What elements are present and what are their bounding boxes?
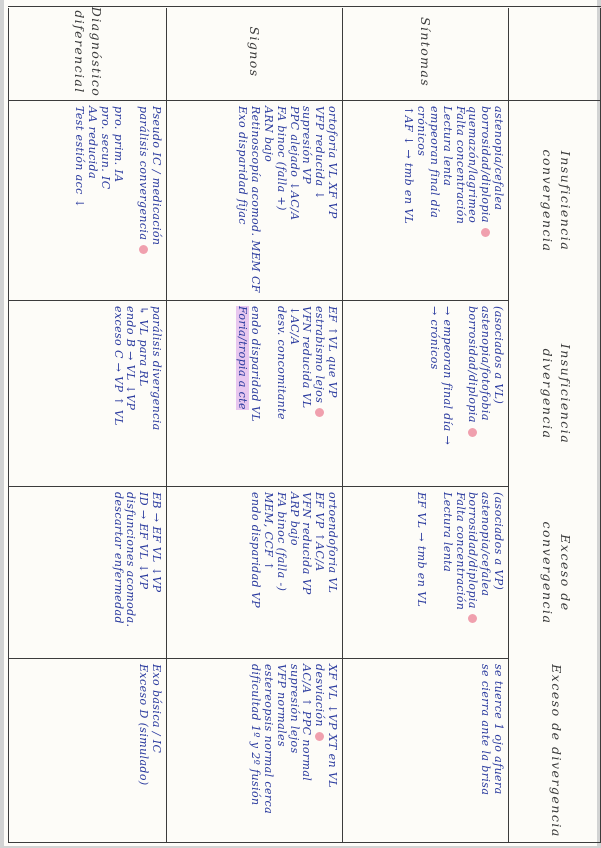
cell-line: borrosidad/diplopia bbox=[466, 492, 480, 609]
paper-sheet bbox=[4, 0, 597, 846]
cell-line: parálisis divergencia bbox=[150, 306, 163, 431]
table-border-right bbox=[8, 842, 601, 843]
cell-line: pro. prim. IA bbox=[111, 106, 125, 183]
cell-line: endo disparidad VP bbox=[249, 492, 263, 609]
cell-line: AC/A ↑ PPC normal bbox=[300, 664, 314, 782]
cell-line: se tuerce 1 ojo afuera bbox=[492, 664, 505, 795]
cell-line: (asociados a VL) bbox=[492, 306, 505, 405]
cell-line: ARP bajo bbox=[287, 492, 301, 546]
cell-line: borrosidad/diplopia bbox=[466, 306, 480, 423]
cell-line: astenopia/cefalea bbox=[492, 106, 505, 211]
header-insuficiencia-divergencia: Insuficiencia divergencia bbox=[540, 343, 573, 445]
cell-signos-id bbox=[167, 302, 341, 486]
cell-line: crónicos bbox=[415, 106, 429, 157]
cell-line: astenopia/fotofobia bbox=[479, 306, 493, 421]
cell-line: desviación bbox=[313, 664, 327, 727]
cell-line: Exo disparidad fijac bbox=[236, 106, 250, 225]
rotated-table bbox=[4, 0, 601, 848]
cell-line: ↓AC/A bbox=[287, 306, 301, 346]
row-label-signos: Signos bbox=[247, 26, 263, 78]
cell-line: Test estión acc ↓ bbox=[73, 106, 87, 209]
cell-line: empeoran final día bbox=[428, 106, 442, 219]
cell-line: supresión lejos bbox=[287, 664, 301, 754]
cell-sintomas-ed bbox=[343, 660, 507, 842]
cell-line: Exo básica / IC bbox=[150, 664, 163, 754]
highlighted-text: Foria/tropia a cte bbox=[236, 306, 250, 410]
cell-line: VFP normales bbox=[274, 664, 288, 747]
cell-line: estereopsis normal cerca bbox=[262, 664, 276, 815]
cell-sintomas-id bbox=[343, 302, 507, 486]
cell-line: Falta concentración bbox=[453, 492, 467, 611]
cell-signos-ic bbox=[167, 102, 341, 300]
cell-line: exceso C → VP ↑ VL bbox=[111, 306, 125, 426]
cell-line: FA binoc (falla -) bbox=[274, 492, 288, 592]
cell-line: parálisis convergencia bbox=[137, 106, 151, 241]
cell-line: Retinoscopía acomod. MEM CF bbox=[249, 106, 263, 293]
cell-line: ortoforia VL XF VP bbox=[326, 106, 339, 219]
header-exceso-divergencia: Exceso de divergencia bbox=[549, 664, 564, 838]
cell-sintomas-ec bbox=[343, 488, 507, 658]
col-divider-1 bbox=[8, 300, 509, 301]
cell-line: descartar enfermedad bbox=[111, 492, 125, 624]
header-exceso-convergencia: Exceso de convergencia bbox=[540, 521, 573, 625]
cell-signos-ed bbox=[167, 660, 341, 842]
cell-line: supresión VP bbox=[300, 106, 314, 185]
highlight-dot bbox=[139, 245, 148, 254]
cell-line: FA binoc (falla +) bbox=[274, 106, 288, 211]
col-divider-3 bbox=[8, 658, 509, 659]
cell-line: ↑AF ↓ → tmb en VL bbox=[402, 106, 416, 225]
cell-sintomas-ic bbox=[343, 102, 507, 300]
cell-line: VFN reducida VP bbox=[300, 492, 314, 595]
cell-line: astenopia/cefalea bbox=[479, 492, 493, 597]
cell-line: borrosidad/diplopia bbox=[479, 106, 493, 223]
cell-line: pro. secun. IC bbox=[98, 106, 112, 190]
cell-line: ortoendoforia VL bbox=[326, 492, 339, 594]
cell-line: endo B → VL ↓VP bbox=[124, 306, 138, 411]
highlight-dot bbox=[468, 428, 477, 437]
cell-line: MEM, CCF ↑ bbox=[262, 492, 276, 571]
cell-line: Lectura lenta bbox=[440, 106, 454, 187]
cell-line: Exceso D (simulado) bbox=[137, 664, 151, 786]
cell-line: PPC alejado ↓AC/A bbox=[287, 106, 301, 221]
cell-line: (asociados a VP) bbox=[492, 492, 505, 591]
cell-diagnostico-ed bbox=[9, 660, 165, 842]
cell-line: → empeoran final día → bbox=[440, 306, 454, 446]
cell-signos-ec bbox=[167, 488, 341, 658]
cell-line: VFN reducida VL bbox=[300, 306, 314, 409]
cell-line: endo disparidad VL bbox=[249, 306, 263, 422]
cell-line: Falta concentración bbox=[453, 106, 467, 225]
cell-line: disfunciones acomoda. bbox=[124, 492, 138, 628]
cell-line: ARN bajo bbox=[262, 106, 276, 163]
cell-line: → crónicos bbox=[428, 306, 442, 370]
col-divider-2 bbox=[8, 486, 509, 487]
highlight-dot bbox=[315, 408, 324, 417]
cell-line: se cierra ante la brisa bbox=[479, 664, 493, 796]
row-label-sintomas: Síntomas bbox=[418, 16, 434, 88]
cell-line: EF VL → tmb en VL bbox=[415, 492, 429, 608]
highlight-dot bbox=[315, 732, 324, 741]
cell-diagnostico-ic bbox=[9, 102, 165, 300]
header-insuficiencia-convergencia: Insuficiencia convergencia bbox=[540, 149, 573, 253]
cell-line: ↳ VL para RL bbox=[137, 306, 151, 387]
cell-line: EF ↑VL que VP bbox=[326, 306, 339, 398]
cell-line: desv. concomitante bbox=[274, 306, 288, 420]
cell-line: Pseudo IC / medicación bbox=[150, 106, 163, 246]
label-column-divider bbox=[8, 100, 601, 101]
cell-diagnostico-id bbox=[9, 302, 165, 486]
header-divider bbox=[508, 8, 509, 842]
cell-line: EB → EF VL ↓VP bbox=[150, 492, 163, 593]
cell-line: dificultad 1º y 2º fusión bbox=[249, 664, 263, 806]
cell-line: XF VL ↓VP XT en VL bbox=[326, 664, 339, 788]
highlight-dot bbox=[468, 614, 477, 623]
cell-line: ID → EF VL ↓VP bbox=[137, 492, 151, 590]
cell-line: EF VP ↑AC/A bbox=[313, 492, 327, 572]
highlight-dot bbox=[481, 228, 490, 237]
cell-diagnostico-ec bbox=[9, 488, 165, 658]
cell-line: Lectura lenta bbox=[440, 492, 454, 573]
row-label-diagnostico: Diagnóstico diferencial bbox=[72, 6, 104, 98]
cell-line: AA reducida bbox=[86, 106, 100, 179]
cell-line: VFP reducida ↓ bbox=[313, 106, 327, 200]
cell-line: estrabismo lejos bbox=[313, 306, 327, 404]
cell-line: quemazón/lagrimeo bbox=[466, 106, 480, 224]
